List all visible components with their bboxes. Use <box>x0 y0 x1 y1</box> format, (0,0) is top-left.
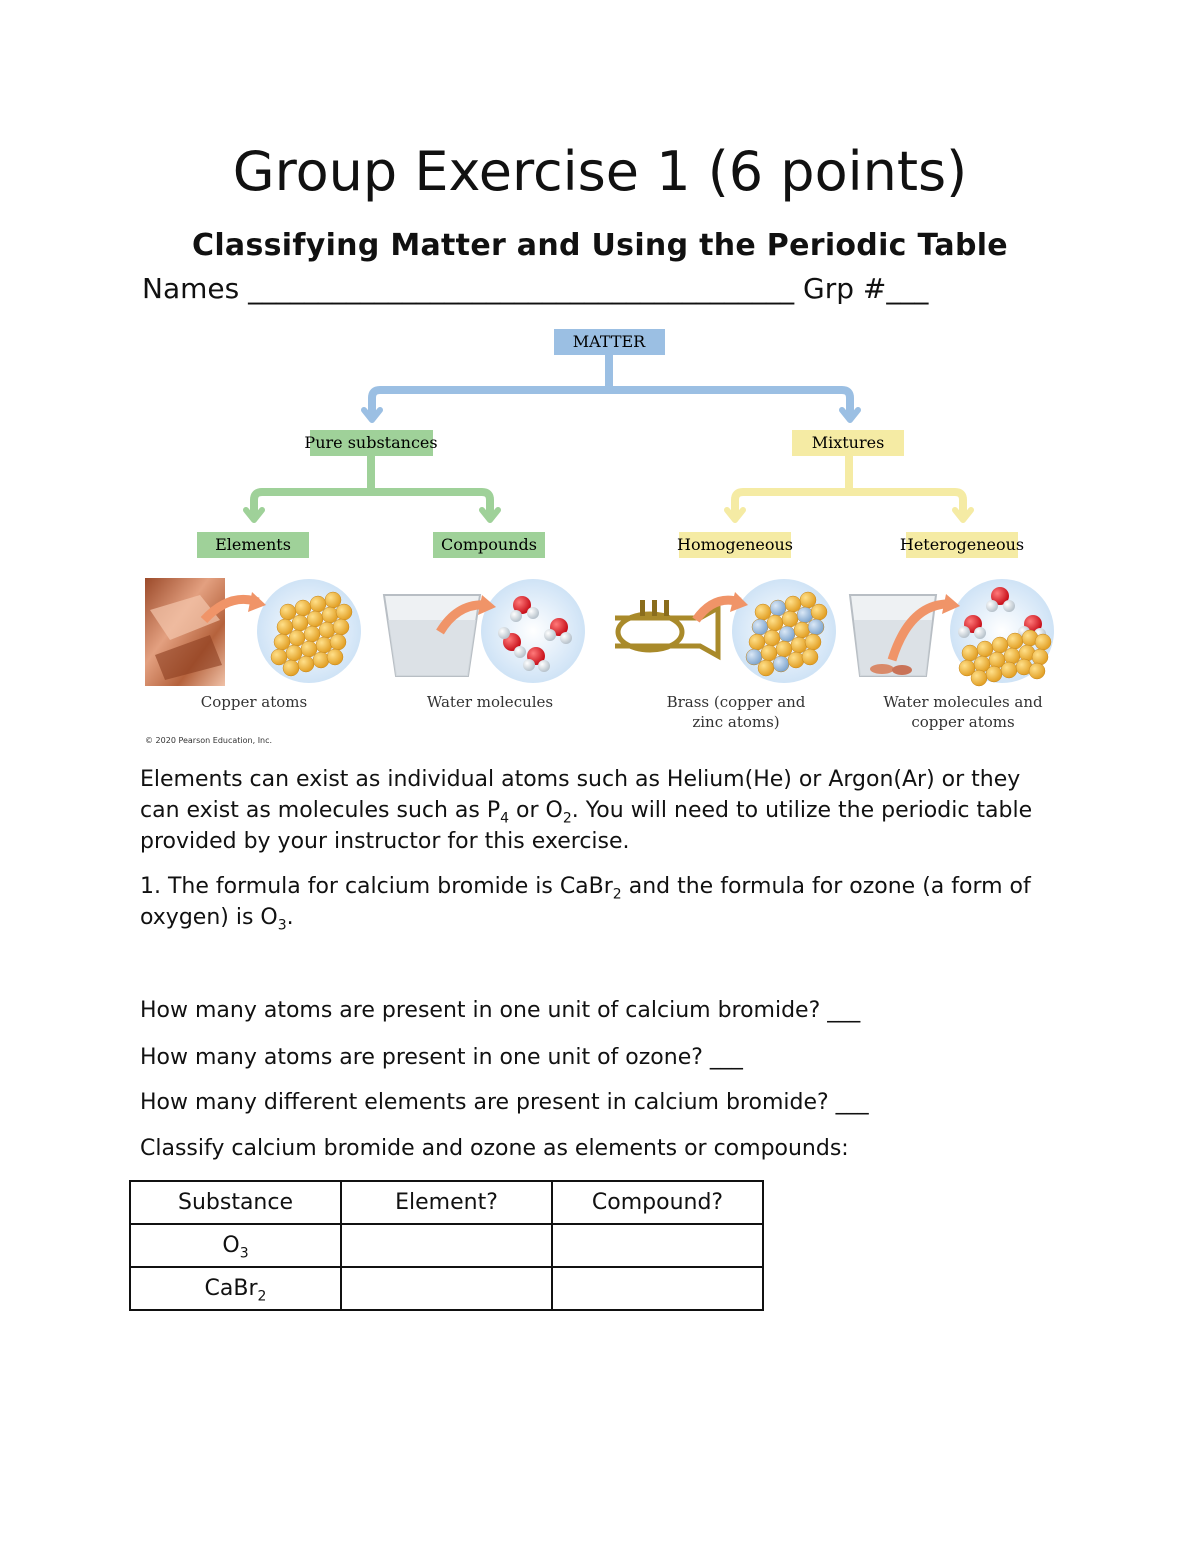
table-header-row <box>130 1181 763 1224</box>
substance-cabr2: CaBr$_2$ <box>130 1267 341 1310</box>
caption-copper-atoms: Copper atoms <box>200 693 308 711</box>
question-atoms-ozone: How many atoms are present in one unit of ozone? ___ <box>140 1045 743 1070</box>
answer-cell-o3-compound[interactable] <box>552 1224 763 1267</box>
page-subtitle: Classifying Matter and Using the Periodic Table <box>192 228 1008 263</box>
copyright-notice: © 2020 Pearson Education, Inc. <box>145 736 273 745</box>
caption-heterogeneous-line2: copper atoms <box>911 713 1015 731</box>
matter-classification-diagram <box>140 320 1060 750</box>
header-substance: Substance <box>130 1181 341 1224</box>
answer-cell-cabr2-element[interactable] <box>341 1267 552 1310</box>
table-row <box>130 1224 763 1267</box>
answer-cell-cabr2-compound[interactable] <box>552 1267 763 1310</box>
caption-heterogeneous-line1: Water molecules and <box>883 693 1043 711</box>
question-classify: Classify calcium bromide and ozone as elements or compounds: <box>140 1136 849 1161</box>
caption-brass-line1: Brass (copper and <box>666 693 806 711</box>
compounds-label: Compounds <box>441 535 537 554</box>
page-title: Group Exercise 1 (6 points) <box>232 140 968 203</box>
water-illustration <box>384 579 585 683</box>
question-elements-calcium-bromide: How many different elements are present in calcium bromide? ___ <box>140 1090 869 1115</box>
question-atoms-calcium-bromide: How many atoms are present in one unit of calcium bromide? ___ <box>140 998 861 1023</box>
answer-cell-o3-element[interactable] <box>341 1224 552 1267</box>
header-compound: Compound? <box>552 1181 763 1224</box>
header-element: Element? <box>341 1181 552 1224</box>
heterogeneous-illustration <box>850 579 1054 686</box>
heterogeneous-label: Heterogeneous <box>899 535 1025 554</box>
caption-water-molecules: Water molecules <box>426 693 554 711</box>
question-1: 1. The formula for calcium bromide is CaBr$_2$ and the formula for ozone (a form of oxygen) is $O_3$. <box>140 874 1031 934</box>
brass-illustration <box>615 579 836 683</box>
mixtures-label: Mixtures <box>811 433 885 452</box>
copper-illustration <box>145 578 361 686</box>
matter-label: MATTER <box>572 332 646 351</box>
caption-brass-line2: zinc atoms) <box>692 713 780 731</box>
pure-substances-label: Pure substances <box>304 433 438 452</box>
elements-label: Elements <box>215 535 291 554</box>
homogeneous-label: Homogeneous <box>676 535 794 554</box>
names-field: Names _______________________________________ Grp #___ <box>142 272 929 305</box>
intro-paragraph: Elements can exist as individual atoms such as Helium(He) or Argon(Ar) or they can exist as molecules such as $P_4$ or $O_2$. You will need to utilize the periodic table provided by your instructor for this exercise. <box>140 767 1033 854</box>
table-row <box>130 1267 763 1310</box>
substance-o3: $O_3$ <box>130 1224 341 1267</box>
classification-table <box>129 1180 764 1311</box>
